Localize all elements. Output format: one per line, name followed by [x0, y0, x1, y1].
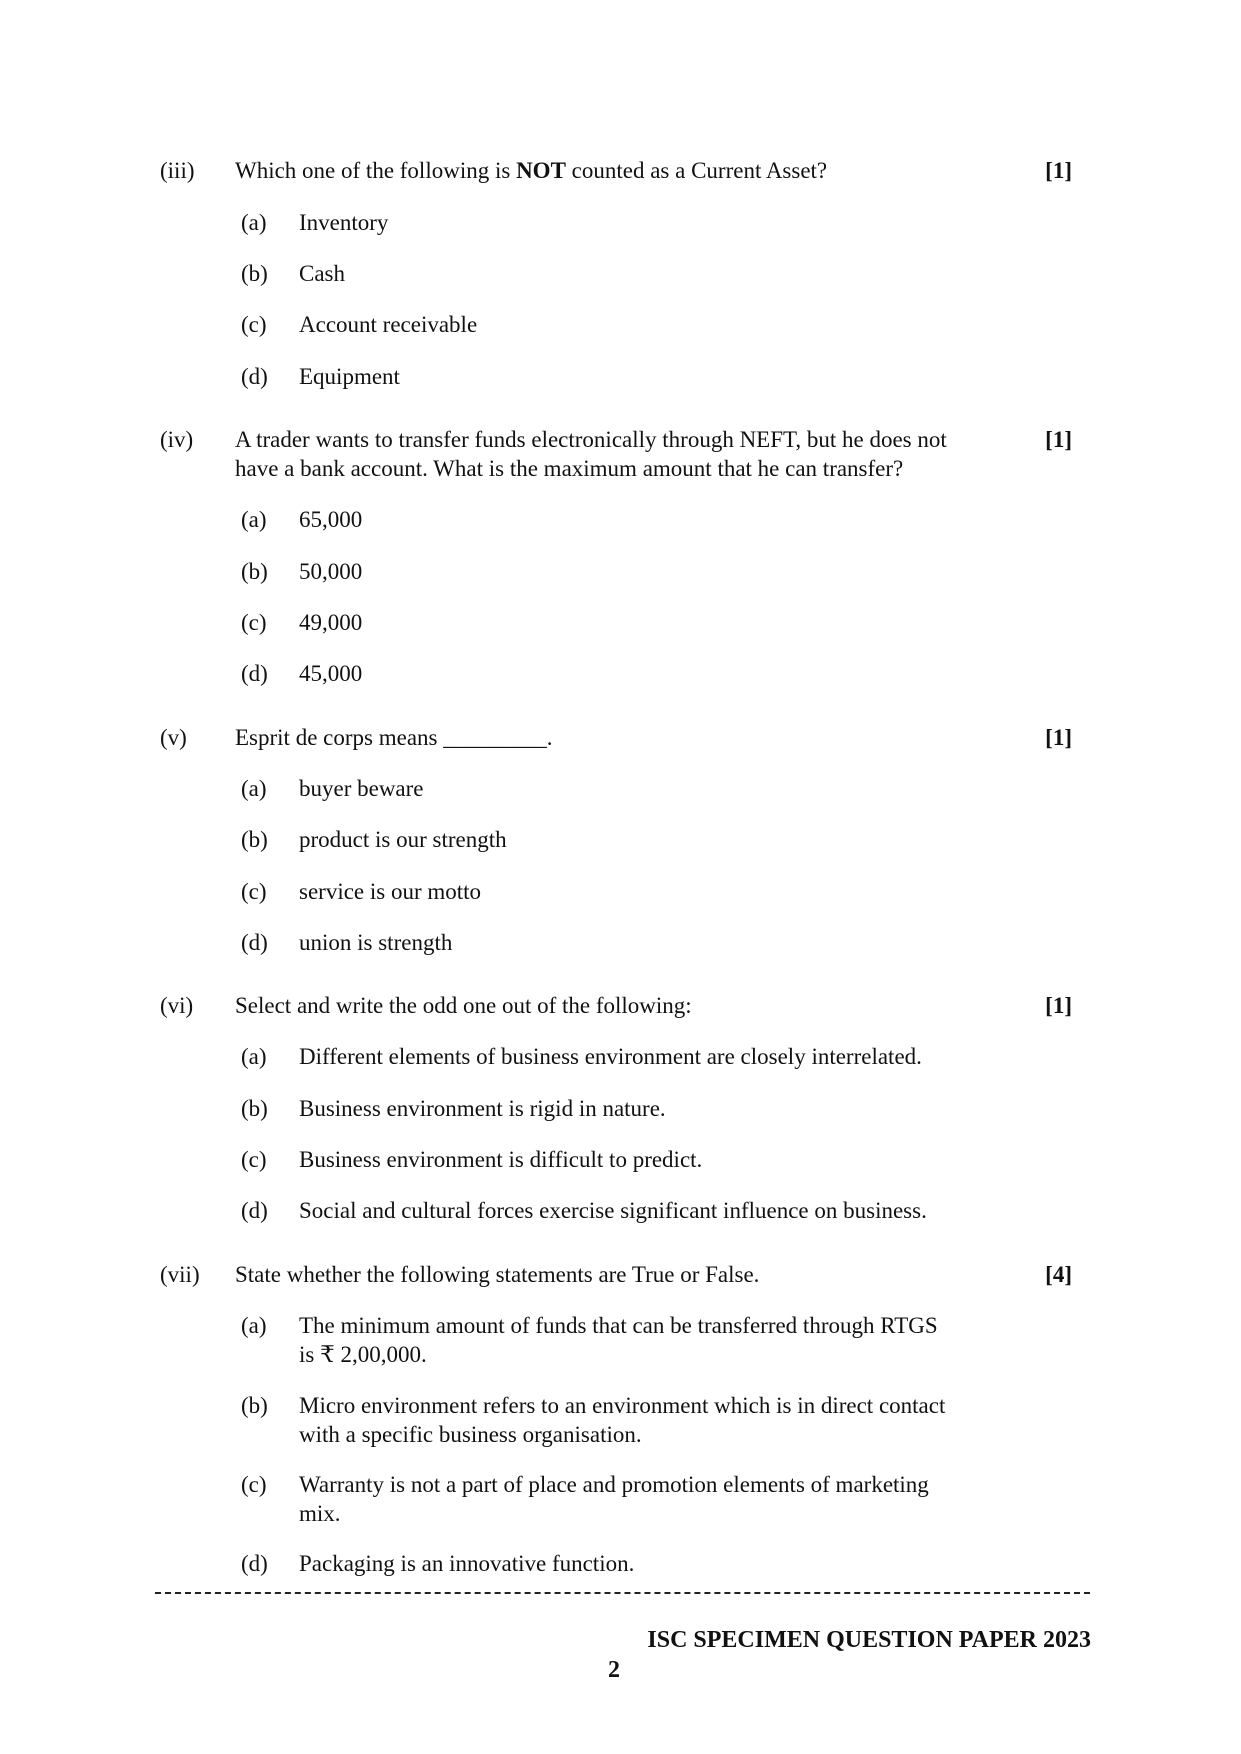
question-number: (iii) [160, 158, 195, 183]
option-letter: (a) [241, 507, 267, 532]
option-text: Cash [299, 261, 345, 286]
option-text: Business environment is rigid in nature. [299, 1096, 666, 1121]
option-letter: (a) [241, 1313, 267, 1338]
option-text-line: The minimum amount of funds that can be transferred through RTGS [299, 1313, 938, 1338]
option-text: Inventory [299, 210, 389, 235]
question-text: Select and write the odd one out of the following: [235, 993, 692, 1018]
option-text: 50,000 [299, 559, 363, 584]
question-text-line: A trader wants to transfer funds electronically through NEFT, but he does not [235, 427, 947, 452]
option-letter: (c) [241, 879, 267, 904]
question-marks: [1] [1045, 158, 1072, 183]
option-letter: (d) [241, 1198, 268, 1223]
option-text: Business environment is difficult to predict. [299, 1147, 703, 1172]
option-letter: (b) [241, 559, 268, 584]
option-text-line: with a specific business organisation. [299, 1422, 642, 1447]
option-letter: (b) [241, 827, 268, 852]
option-letter: (c) [241, 312, 267, 337]
option-text: Account receivable [299, 312, 478, 337]
page-number: 2 [608, 1657, 620, 1683]
footer-title: ISC SPECIMEN QUESTION PAPER 2023 [647, 1627, 1091, 1653]
option-text: union is strength [299, 930, 453, 955]
option-letter: (b) [241, 261, 268, 286]
option-text: 49,000 [299, 610, 363, 635]
option-letter: (d) [241, 661, 268, 686]
question-text-line: have a bank account. What is the maximum amount that he can transfer? [235, 456, 904, 481]
option-text: buyer beware [299, 776, 424, 801]
option-text-line: is ₹ 2,00,000. [299, 1342, 427, 1367]
question-number: (vi) [160, 993, 194, 1018]
option-text: Social and cultural forces exercise significant influence on business. [299, 1198, 927, 1223]
question-marks: [1] [1045, 725, 1072, 750]
question-text: Esprit de corps means _________. [235, 725, 553, 750]
question-text: State whether the following statements are True or False. [235, 1262, 760, 1287]
question-marks: [1] [1045, 427, 1072, 452]
option-letter: (a) [241, 1044, 267, 1069]
option-letter: (d) [241, 1551, 268, 1576]
question-marks: [4] [1045, 1262, 1072, 1287]
option-text: Different elements of business environment are closely interrelated. [299, 1044, 922, 1069]
option-letter: (c) [241, 610, 267, 635]
option-text: 45,000 [299, 661, 363, 686]
option-text-line: Warranty is not a part of place and promotion elements of marketing [299, 1472, 929, 1497]
option-letter: (c) [241, 1147, 267, 1172]
option-text: product is our strength [299, 827, 507, 852]
question-text [235, 425, 1015, 483]
option-text: Packaging is an innovative function. [299, 1551, 635, 1576]
question-number: (iv) [160, 427, 194, 452]
option-text: Equipment [299, 364, 400, 389]
option-letter: (d) [241, 930, 268, 955]
question-text-part: counted as a Current Asset? [565, 158, 828, 183]
option-text [299, 1391, 1009, 1449]
option-letter: (b) [241, 1393, 268, 1418]
option-text: 65,000 [299, 507, 363, 532]
option-letter: (a) [241, 776, 267, 801]
question-number: (vii) [160, 1262, 200, 1287]
option-text [299, 1470, 1009, 1528]
option-text [299, 1311, 1009, 1369]
question-text [235, 156, 1015, 185]
option-text-line: mix. [299, 1501, 341, 1526]
option-text: service is our motto [299, 879, 482, 904]
option-letter: (a) [241, 210, 267, 235]
question-text-emphasis: NOT [516, 158, 566, 183]
question-text-part: Which one of the following is [235, 158, 517, 183]
question-marks: [1] [1045, 993, 1072, 1018]
option-text-line: Micro environment refers to an environment which is in direct contact [299, 1393, 946, 1418]
option-letter: (b) [241, 1096, 268, 1121]
option-letter: (c) [241, 1472, 267, 1497]
option-letter: (d) [241, 364, 268, 389]
footer-divider [155, 1592, 1090, 1594]
question-number: (v) [160, 725, 187, 750]
